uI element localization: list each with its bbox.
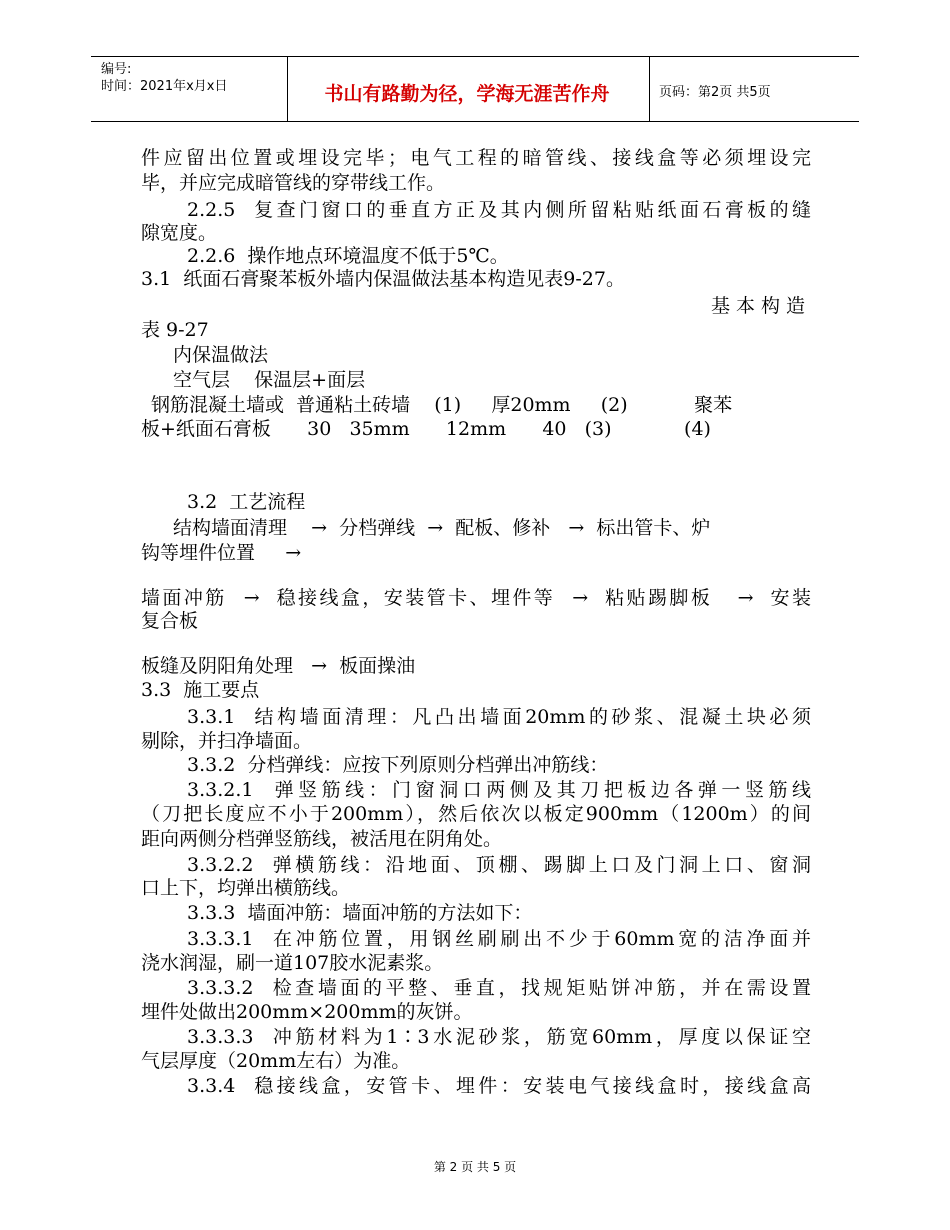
flow-line: 复合板: [141, 610, 199, 632]
flow-line: 钩等埋件位置 →: [141, 542, 302, 564]
flow-line: 板缝及阴阳角处理 → 板面操油: [141, 655, 416, 677]
table-number: 表 9-27: [141, 319, 209, 341]
paragraph-line: 3.3.3.2 检查墙面的平整、垂直，找规矩贴饼冲筋，并在需设置: [187, 977, 811, 999]
paragraph-line: 3.3.3 墙面冲筋：墙面冲筋的方法如下：: [187, 902, 533, 924]
paragraph-line: 3.1 纸面石膏聚苯板外墙内保温做法基本构造见表9-27。: [141, 268, 625, 290]
paragraph-line: 3.3.3.3 冲筋材料为1∶3水泥砂浆，筋宽60mm，厚度以保证空: [187, 1026, 811, 1048]
page-footer: 第 2 页 共 5 页: [433, 1160, 517, 1174]
paragraph-line: 3.3.1 结构墙面清理：凡凸出墙面20mm的砂浆、混凝土块必须: [187, 706, 811, 728]
paragraph-line: 3.3.3.1 在冲筋位置，用钢丝刷刷出不少于60mm宽的洁净面并: [187, 928, 811, 950]
paragraph-line: 3.3.4 稳接线盒，安管卡、埋件：安装电气接线盒时，接线盒高: [187, 1075, 811, 1097]
table-row: 空气层 保温层+面层: [173, 369, 366, 391]
paragraph-line: 3.3.2.1 弹竖筋线：门窗洞口两侧及其刀把板边各弹一竖筋线: [187, 779, 811, 801]
paragraph-line: 毕，并应完成暗管线的穿带线工作。: [141, 172, 446, 194]
flow-line: 结构墙面清理 → 分档弹线 → 配板、修补 → 标出管卡、炉: [173, 517, 711, 539]
table-row: 内保温做法: [173, 344, 269, 366]
number-label: 编号:: [101, 62, 132, 77]
section-heading: 3.3 施工要点: [141, 679, 260, 701]
time-label: 时间：2021年x月x日: [101, 79, 228, 94]
paragraph-line: 件应留出位置或埋设完毕；电气工程的暗管线、接线盒等必须埋设完: [141, 147, 811, 169]
paragraph-line: 埋件处做出200mm×200mm的灰饼。: [141, 1001, 473, 1023]
paragraph-line: 浇水润湿，刷一道107胶水泥素浆。: [141, 952, 444, 974]
paragraph-line: 剔除，并扫净墙面。: [141, 730, 313, 752]
paragraph-line: 口上下，均弹出横筋线。: [141, 877, 351, 899]
section-heading: 3.2 工艺流程: [187, 491, 306, 513]
paragraph-line: 隙宽度。: [141, 222, 218, 244]
table-row: 板+纸面石膏板 30 35mm 12mm 40 (3) (4): [141, 418, 711, 440]
header-motto: 书山有路勤为径，学海无涯苦作舟: [324, 83, 610, 105]
paragraph-line: 2.2.6 操作地点环境温度不低于5℃。: [187, 245, 509, 267]
paragraph-line: 2.2.5 复查门窗口的垂直方正及其内侧所留粘贴纸面石膏板的缝: [187, 199, 811, 221]
flow-line: 墙面冲筋 → 稳接线盒，安装管卡、埋件等 → 粘贴踢脚板 → 安装: [141, 587, 811, 609]
paragraph-line: 距向两侧分档弹竖筋线，被活甩在阴角处。: [141, 828, 503, 850]
paragraph-line: 3.3.2.2 弹横筋线：沿地面、顶棚、踢脚上口及门洞上口、窗洞: [187, 854, 811, 876]
table-caption: 基本构造: [710, 295, 811, 317]
paragraph-line: 气层厚度（20mm左右）为准。: [141, 1050, 411, 1072]
page-info: 页码：第2页 共5页: [659, 85, 771, 100]
header-divider: [649, 57, 650, 121]
paragraph-line: 3.3.2 分档弹线：应按下列原则分档弹出冲筋线：: [187, 754, 609, 776]
header-meta: [101, 61, 227, 95]
page-header: [91, 56, 859, 122]
table-row: 钢筋混凝土墙或 普通粘土砖墙 (1) 厚20mm (2) 聚苯: [151, 394, 733, 416]
paragraph-line: （刀把长度应不小于200mm），然后依次以板定900mm（1200m）的间: [141, 803, 811, 825]
